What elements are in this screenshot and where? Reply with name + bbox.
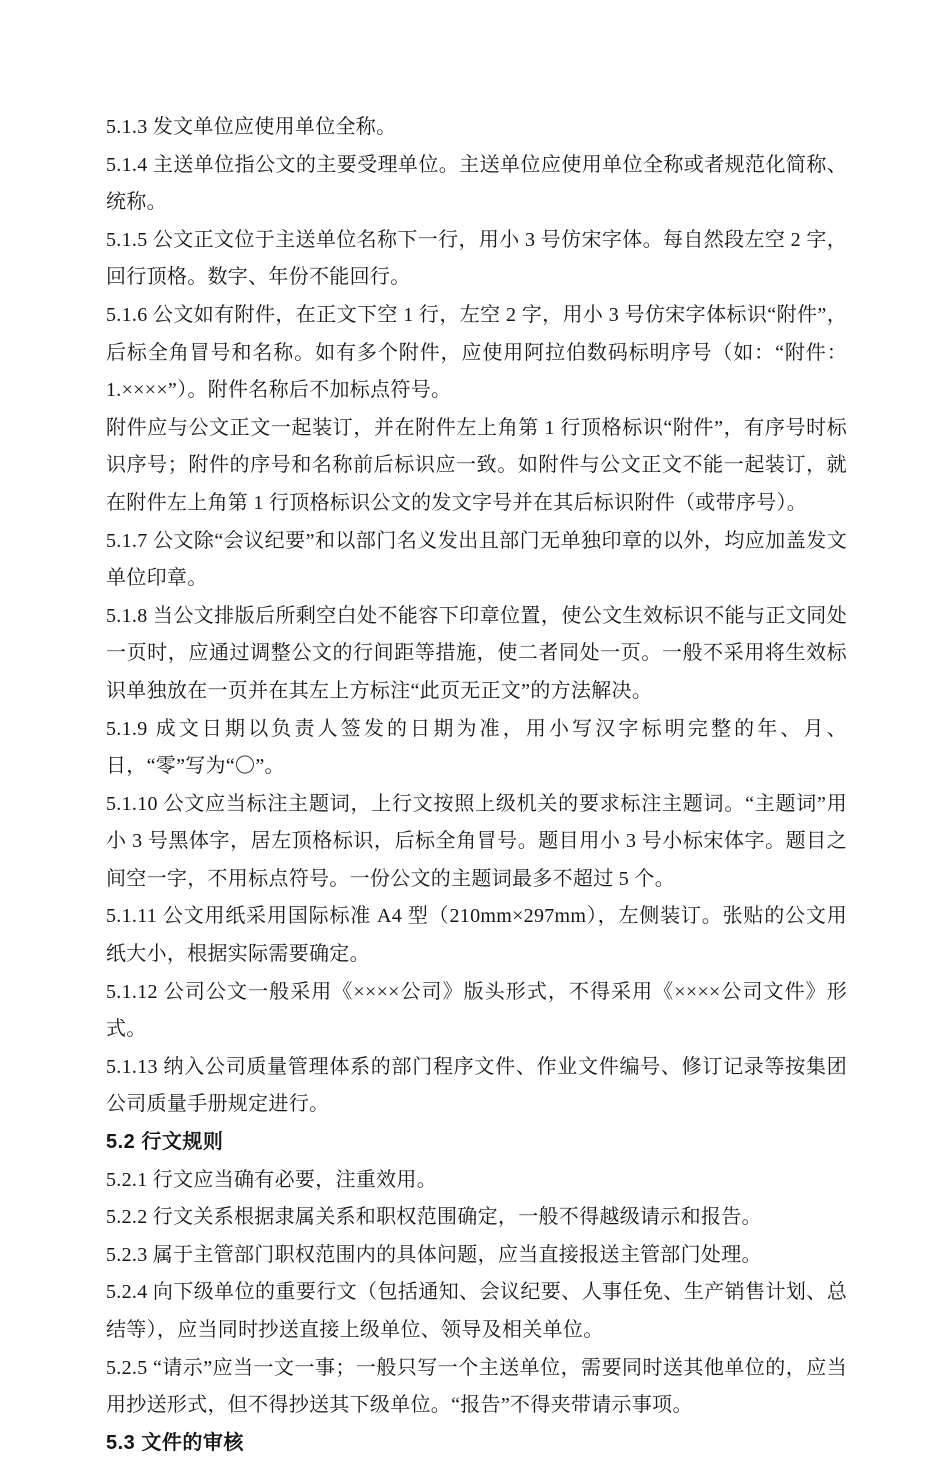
para-5-1-7: 5.1.7 公文除“会议纪要”和以部门名义发出且部门无单独印章的以外，均应加盖发文单位印章。: [106, 529, 847, 590]
para-5-1-8: 5.1.8 当公文排版后所剩空白处不能容下印章位置，使公文生效标识不能与正文同处一页时，应通过调整公文的行间距等措施，使二者同处一页。一般不采用将生效标识单独放在一页并在其左上方标注“此页无正文”的方法解决。: [106, 604, 847, 702]
para-5-1-3: 5.1.3 发文单位应使用单位全称。: [106, 116, 397, 138]
para-5-1-10: 5.1.10 公文应当标注主题词，上行文按照上级机关的要求标注主题词。“主题词”用小 3 号黑体字，居左顶格标识，后标全角冒号。题目用小 3 号小标宋体字。题目之间空一字，不用标点符号。一份公文的主题词最多不超过 5 个。: [106, 792, 847, 890]
para-5-1-9: 5.1.9 成文日期以负责人签发的日期为准，用小写汉字标明完整的年、月、日，“零”写为“〇”。: [106, 717, 847, 778]
para-attachment-binding: 附件应与公文正文一起装订，并在附件左上角第 1 行顶格标识“附件”，有序号时标识序号；附件的序号和名称前后标识应一致。如附件与公文正文不能一起装订，就在附件左上角第 1 行顶格标识公文的发文字号并在其后标识附件（或带序号）。: [106, 416, 847, 514]
heading-5-3: 5.3 文件的审核: [106, 1431, 244, 1454]
para-5-1-4: 5.1.4 主送单位指公文的主要受理单位。主送单位应使用单位全称或者规范化简称、统称。: [106, 153, 847, 214]
para-5-1-12: 5.1.12 公司公文一般采用《××××公司》版头形式，不得采用《××××公司文件》形式。: [106, 980, 847, 1041]
para-5-2-5: 5.2.5 “请示”应当一文一事；一般只写一个主送单位，需要同时送其他单位的，应当用抄送形式，但不得抄送其下级单位。“报告”不得夹带请示事项。: [106, 1356, 847, 1417]
para-5-2-2: 5.2.2 行文关系根据隶属关系和职权范围确定，一般不得越级请示和报告。: [106, 1206, 762, 1229]
para-5-2-4: 5.2.4 向下级单位的重要行文（包括通知、会议纪要、人事任免、生产销售计划、总结等），应当同时抄送直接上级单位、领导及相关单位。: [106, 1281, 847, 1341]
para-5-1-6: 5.1.6 公文如有附件，在正文下空 1 行，左空 2 字，用小 3 号仿宋字体标识“附件”，后标全角冒号和名称。如有多个附件，应使用阿拉伯数码标明序号（如：“附件：1.××××”）。附件名称后不加标点符号。: [106, 303, 847, 402]
para-5-1-11: 5.1.11 公文用纸采用国际标准 A4 型（210mm×297mm），左侧装订。张贴的公文用纸大小，根据实际需要确定。: [106, 905, 847, 966]
heading-5-2: 5.2 行文规则: [106, 1131, 224, 1154]
para-5-1-13: 5.1.13 纳入公司质量管理体系的部门程序文件、作业文件编号、修订记录等按集团公司质量手册规定进行。: [106, 1055, 847, 1116]
document-body: [106, 109, 847, 1462]
para-5-1-5: 5.1.5 公文正文位于主送单位名称下一行，用小 3 号仿宋字体。每自然段左空 2 字，回行顶格。数字、年份不能回行。: [106, 228, 847, 289]
para-5-2-1: 5.2.1 行文应当确有必要，注重效用。: [106, 1168, 437, 1191]
para-5-2-3: 5.2.3 属于主管部门职权范围内的具体问题，应当直接报送主管部门处理。: [106, 1243, 762, 1266]
